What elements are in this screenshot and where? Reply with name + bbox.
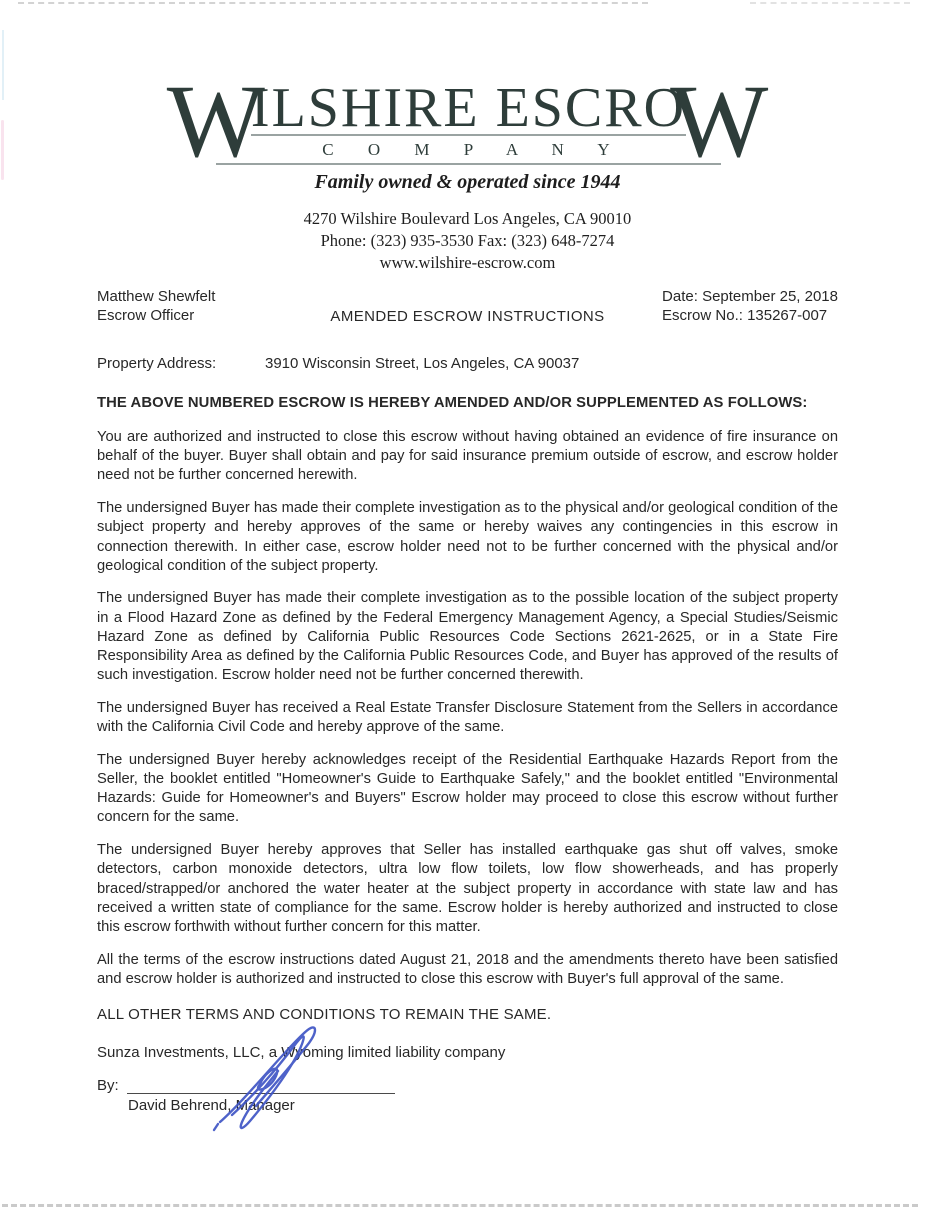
paragraph: The undersigned Buyer has made their complete investigation as to the possible location of the subject property in a Flood Hazard Zone as defined by the Federal Emergency Management Agency, a Special Studies/Seismic Hazard Zone as defined by California Public Resources Code Sections 2621-2625, or in a State Fire Responsibility Area as defined by the California Public Resources Code, and Buyer has approved of the results of such investigation. Escrow holder need not be further concerned therewith. [97, 590, 838, 684]
date-line: Date: September 25, 2018 [662, 288, 838, 305]
paragraph-list [97, 428, 838, 989]
company-contact-block [0, 208, 935, 274]
scan-artifact-top [18, 2, 648, 4]
signer-name-title: David Behrend, Manager [128, 1097, 295, 1115]
scan-artifact-left-cyan [2, 30, 4, 100]
company-website: www.wilshire-escrow.com [379, 253, 556, 272]
by-label: By: [97, 1077, 119, 1095]
logo-rule-bottom [216, 163, 721, 165]
company-phone-fax: Phone: (323) 935-3530 Fax: (323) 648-7274 [320, 231, 615, 250]
officer-title: Escrow Officer [97, 307, 195, 324]
scan-artifact-left-pink [1, 120, 4, 180]
signature-by-row [97, 1077, 838, 1094]
paragraph: The undersigned Buyer hereby approves that Seller has installed earthquake gas shut off valves, smoke detectors, carbon monoxide detectors, ultra low flow toilets, low flow showerheads, and has properly braced/strapped/or anchored the water heater at the subject property in accordance with state law and has received a written state of compliance for the same. Escrow holder is hereby authorized and instructed to close this escrow forthwith without further concern for this matter. [97, 842, 838, 935]
logo-company-word: C O M P A N Y [322, 140, 625, 159]
company-tagline: Family owned & operated since 1944 [314, 171, 621, 193]
officer-name: Matthew Shewfelt [97, 288, 216, 305]
amendment-heading: THE ABOVE NUMBERED ESCROW IS HEREBY AMENDED AND/OR SUPPLEMENTED AS FOLLOWS: [97, 395, 808, 411]
paragraph: The undersigned Buyer has received a Real Estate Transfer Disclosure Statement from the Sellers in accordance with the California Civil Code and hereby approve of the same. [97, 699, 838, 736]
scan-artifact-top-right [750, 2, 910, 4]
property-address-value: 3910 Wisconsin Street, Los Angeles, CA 90037 [265, 355, 580, 372]
escrow-officer-block [97, 287, 215, 325]
closing-statement: ALL OTHER TERMS AND CONDITIONS TO REMAIN THE SAME. [97, 1006, 552, 1024]
logo-w-left: W [166, 64, 265, 179]
logo-wordmark: ILSHIRE ESCRO [250, 77, 687, 139]
document-body [0, 287, 935, 1114]
scan-artifact-bottom [2, 1204, 918, 1207]
document-title: AMENDED ESCROW INSTRUCTIONS [330, 308, 605, 325]
date-escrow-block [662, 287, 838, 325]
signature-line [127, 1077, 395, 1094]
property-address-label: Property Address: [97, 355, 217, 372]
logo-w-right: W [670, 64, 769, 179]
signing-entity: Sunza Investments, LLC, a Wyoming limited liability company [97, 1044, 506, 1062]
escrow-number-line: Escrow No.: 135267-007 [662, 307, 828, 324]
paragraph: The undersigned Buyer has made their complete investigation as to the physical and/or geological condition of the subject property and hereby approves of the same or hereby waives any contingencies in this escrow in connection therewith. In either case, escrow holder need not to be further concerned with the physical and/or geological condition of the subject property. [97, 500, 838, 574]
property-address-row [97, 355, 838, 372]
logo-middle [250, 77, 687, 165]
paragraph: All the terms of the escrow instructions dated August 21, 2018 and the amendments thereto have been satisfied and escrow holder is authorized and instructed to close this escrow with Buyer's full approval of the same. [97, 951, 838, 987]
paragraph: The undersigned Buyer hereby acknowledges receipt of the Residential Earthquake Hazards Report from the Seller, the booklet entitled "Homeowner's Guide to Earthquake Safely," and the booklet entitled "Environmental Hazards: Guide for Homeowner's and Buyers" Escrow holder may proceed to close this escrow without further concern for the same. [97, 751, 838, 826]
company-address: 4270 Wilshire Boulevard Los Angeles, CA 90010 [303, 209, 632, 228]
logo-rule-top [251, 134, 686, 136]
paragraph: You are authorized and instructed to close this escrow without having obtained an evidence of fire insurance on behalf of the buyer. Buyer shall obtain and pay for said insurance premium outside of escrow, and escrow holder need not be further concerned herewith. [97, 429, 838, 484]
company-logo [0, 64, 935, 179]
